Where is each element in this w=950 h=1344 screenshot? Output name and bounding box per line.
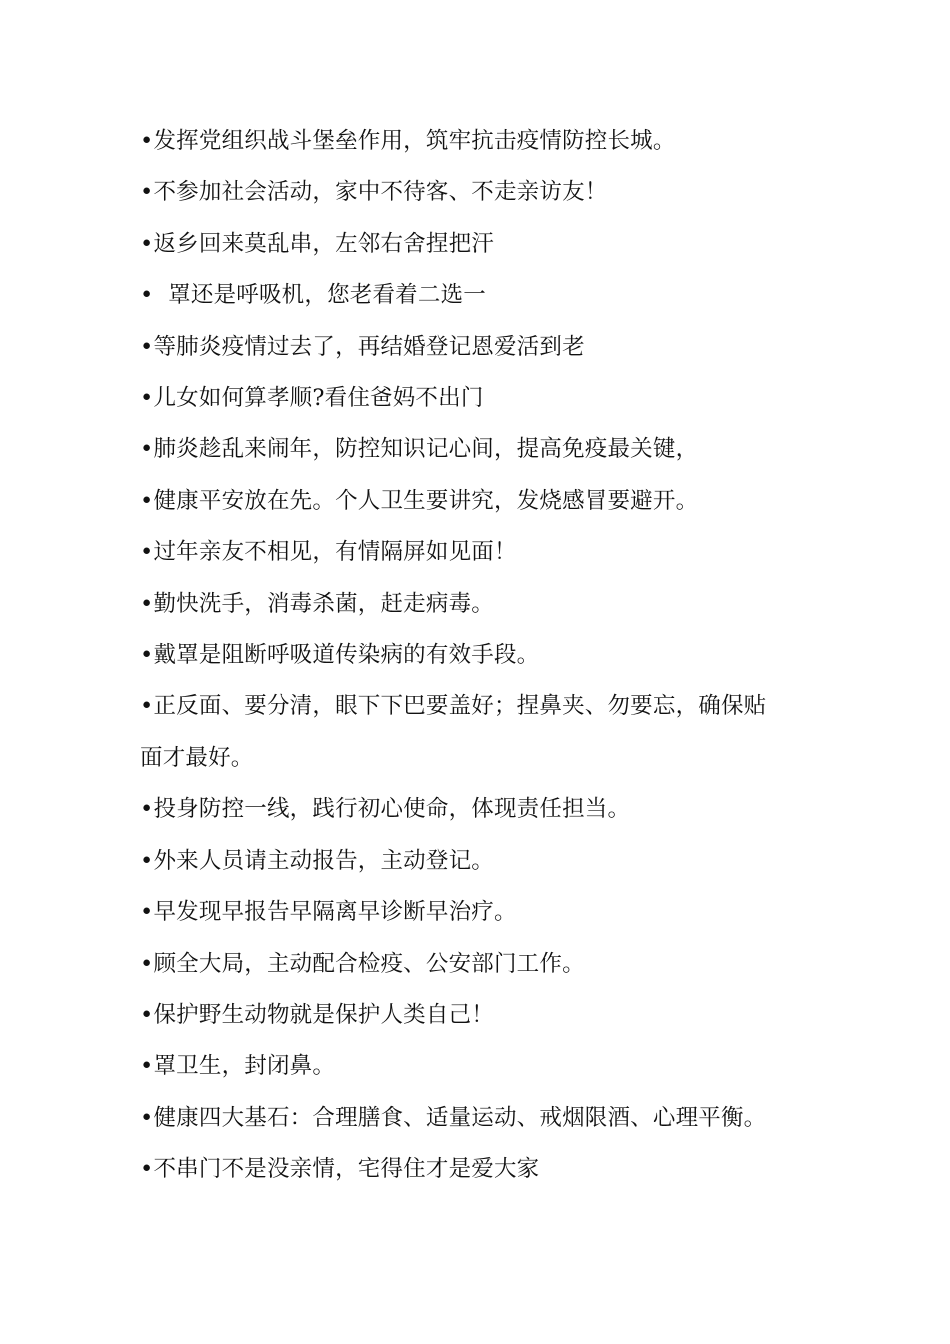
text-line: •罩卫生，封闭鼻。 (140, 1053, 336, 1080)
text-line-continuation: 面才最好。 (140, 744, 254, 771)
text-line: •肺炎趁乱来闹年，防控知识记心间，提高免疫最关键， (140, 436, 699, 463)
text-line: •等肺炎疫情过去了，再结婚登记恩爱活到老 (140, 333, 585, 360)
text-line: •儿女如何算孝顺?看住爸妈不出门 (140, 385, 484, 412)
text-line: •健康平安放在先。个人卫生要讲究，发烧感冒要避开。 (140, 487, 699, 514)
text-line: •保护野生动物就是保护人类自己！ (140, 1001, 494, 1028)
text-line: •投身防控一线，践行初心使命，体现责任担当。 (140, 796, 631, 823)
text-line: •不参加社会活动，家中不待客、不走亲访友！ (140, 179, 608, 206)
text-line: •顾全大局，主动配合检疫、公安部门工作。 (140, 950, 585, 977)
text-line: •戴罩是阻断呼吸道传染病的有效手段。 (140, 642, 540, 669)
text-line: •早发现早报告早隔离早诊断早治疗。 (140, 899, 517, 926)
text-line: •不串门不是没亲情，宅得住才是爱大家 (140, 1156, 540, 1183)
text-line: •勤快洗手，消毒杀菌，赶走病毒。 (140, 590, 494, 617)
document-body (140, 116, 830, 1196)
text-line: •发挥党组织战斗堡垒作用，筑牢抗击疫情防控长城。 (140, 128, 676, 154)
text-line: •返乡回来莫乱串，左邻右舍捏把汗 (140, 230, 494, 257)
text-line: • 罩还是呼吸机，您老看着二选一 (140, 282, 486, 309)
text-line: •健康四大基石：合理膳食、适量运动、戒烟限酒、心理平衡。 (140, 1104, 767, 1131)
text-line: •正反面、要分清，眼下下巴要盖好；捏鼻夹、勿要忘，确保贴 (140, 693, 767, 720)
text-line: •过年亲友不相见，有情隔屏如见面！ (140, 539, 517, 566)
text-line: •外来人员请主动报告，主动登记。 (140, 847, 494, 874)
